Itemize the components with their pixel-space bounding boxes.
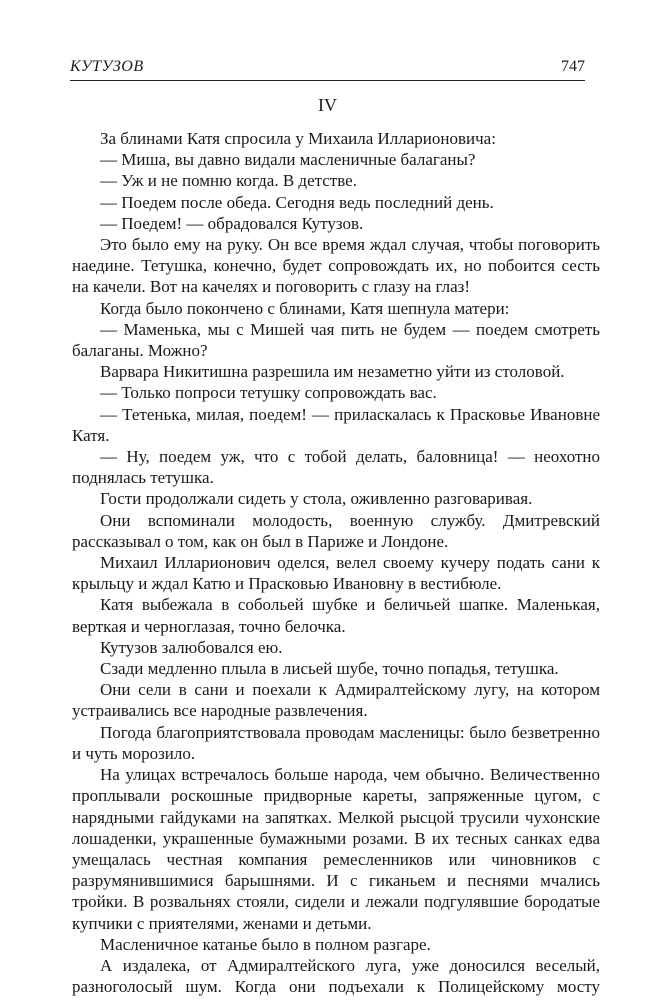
paragraph: А издалека, от Адмиралтейского луга, уже доносился веселый, разноголосый шум. Когда они подъехали к Полицейскому мосту: [72, 955, 600, 997]
paragraph: Гости продолжали сидеть у стола, оживленно разговаривая.: [100, 489, 533, 509]
paragraph: Михаил Илларионович оделся, велел своему кучеру подать сани к крыльцу и ждал Катю и Прасковью Ивановну в вестибюле.: [72, 553, 600, 594]
paragraph: Катя выбежала в собольей шубке и беличьей шапке. Маленькая, верткая и черноглазая, точно белочка.: [72, 595, 600, 636]
paragraph: — Маменька, мы с Мишей чая пить не будем — поедем смотреть балаганы. Можно?: [72, 319, 600, 361]
paragraph: На улицах встречалось больше народа, чем обычно. Величественно проплывали роскошные придворные кареты, запряженные цугом, с нарядными гайдуками на запятках. Мелкой рысцой трусили чухонские лошаденки, украшенные бумажными розами. В их тесных санках едва умещалась честная компания ремесленников или чиновников с разрумянившимися барышнями. И с гиканьем и песнями мчались тройки. В розвальнях стояли, сидели и лежали подгулявшие бородатые купчики с приятелями, женами и детьми.: [72, 765, 600, 933]
running-title: КУТУЗОВ: [70, 58, 144, 75]
paragraph: Когда было покончено с блинами, Катя шепнула матери:: [100, 298, 510, 318]
paragraph: — Поедем! — обрадовался Кутузов.: [100, 213, 364, 233]
page-number: 747: [561, 58, 585, 75]
paragraph: Они вспоминали молодость, военную службу. Дмитревский рассказывал о том, как он был в Париже и Лондоне.: [72, 510, 600, 551]
paragraph: Кутузов залюбовался ею.: [100, 637, 283, 657]
paragraph: — Тетенька, милая, поедем! — приласкалась к Прасковье Ивановне Катя.: [72, 404, 600, 445]
paragraph: Это было ему на руку. Он все время ждал случая, чтобы поговорить наедине. Тетушка, конечно, будет сопровождать их, но побоится сесть на качели. Вот на качелях и поговорить с глазу на глаз!: [72, 235, 600, 297]
body-text: [72, 128, 600, 997]
page-header: [70, 58, 585, 81]
paragraph: — Поедем после обеда. Сегодня ведь последний день.: [100, 192, 494, 212]
paragraph: Они сели в сани и поехали к Адмиралтейскому лугу, на котором устраивались все народные развлечения.: [72, 680, 600, 721]
paragraph: За блинами Катя спросила у Михаила Илларионовича:: [100, 129, 496, 148]
chapter-number: IV: [318, 95, 337, 115]
paragraph: — Уж и не помню когда. В детстве.: [100, 171, 357, 191]
paragraph: Сзади медленно плыла в лисьей шубе, точно попадья, тетушка.: [100, 659, 559, 679]
paragraph: Погода благоприятствовала проводам масленицы: было безветренно и чуть морозило.: [72, 722, 600, 763]
paragraph: — Ну, поедем уж, что с тобой делать, баловница! — неохотно поднялась тетушка.: [72, 447, 600, 488]
paragraph: Варвара Никитишна разрешила им незаметно уйти из столовой.: [100, 362, 565, 382]
paragraph: Масленичное катанье было в полном разгаре.: [100, 934, 431, 954]
paragraph: — Только попроси тетушку сопровождать вас.: [100, 383, 437, 403]
paragraph: — Миша, вы давно видали масленичные балаганы?: [100, 150, 476, 170]
